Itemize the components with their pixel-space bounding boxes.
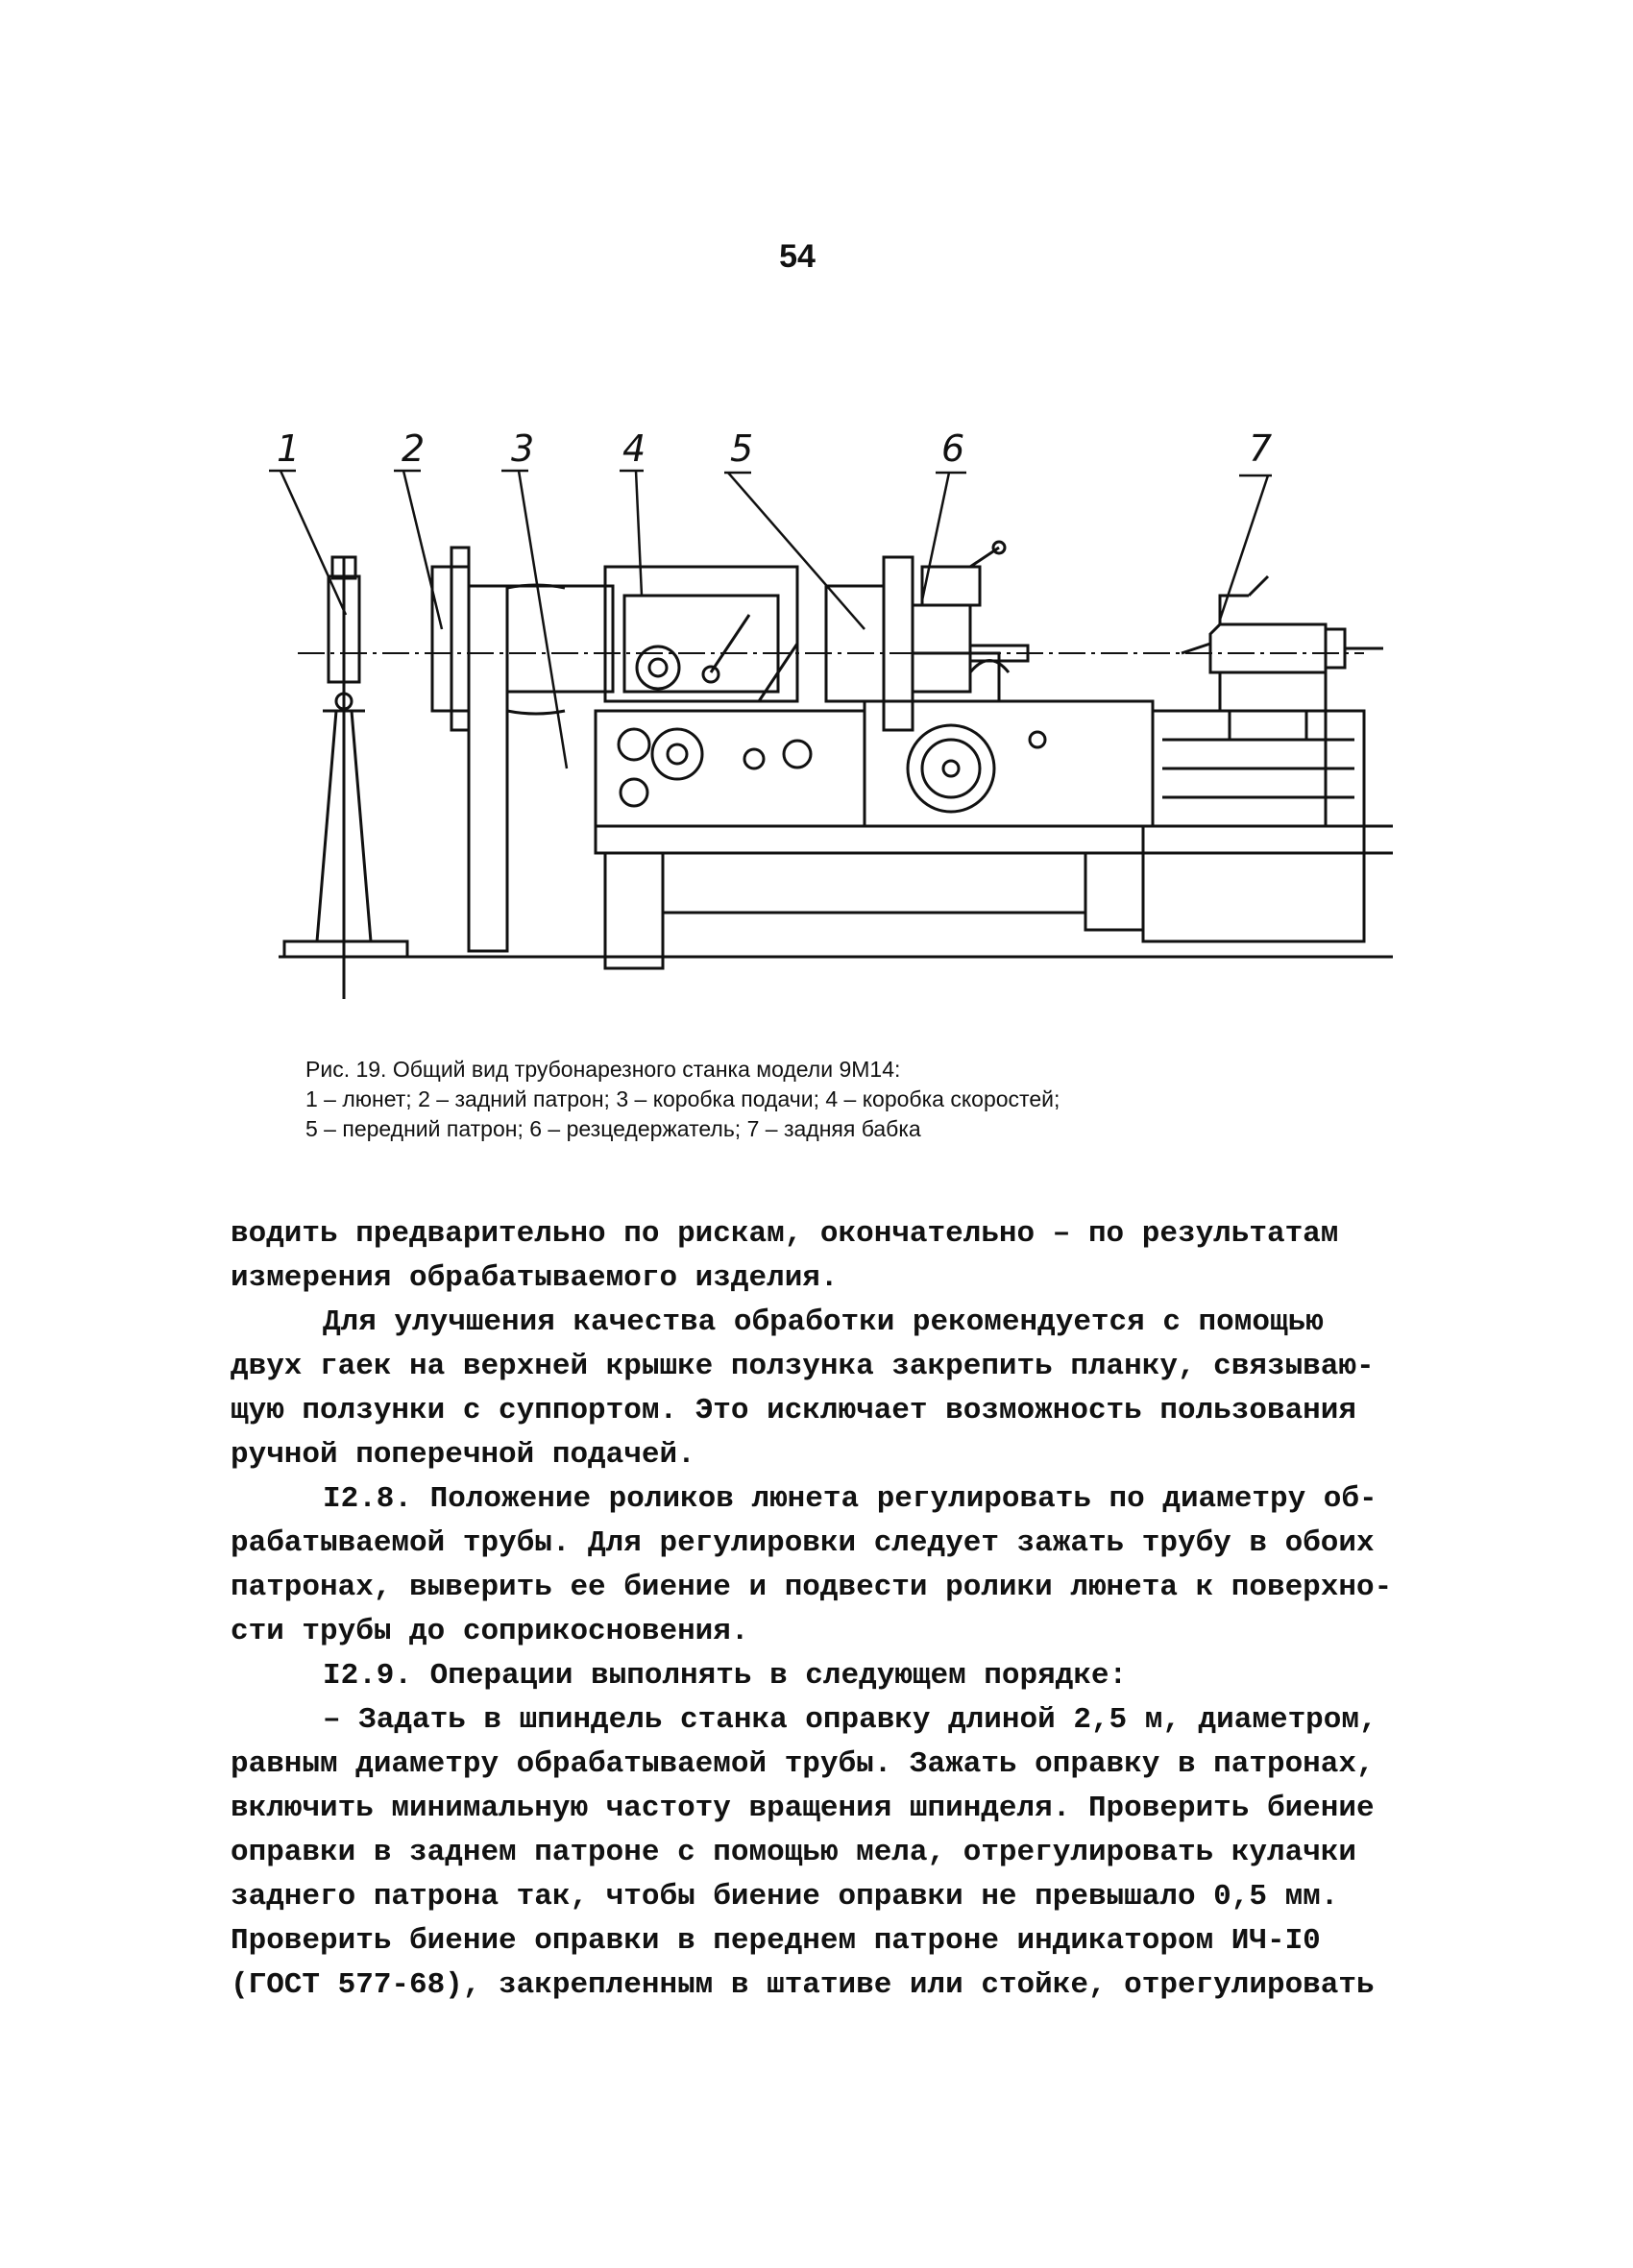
figure-caption [305, 1055, 1362, 1144]
lathe-drawing [259, 423, 1393, 1018]
text-line: патронах, выверить ее биение и подвести ролики люнета к поверхно- [231, 1571, 1393, 1604]
text-line: сти трубы до соприкосновения. [231, 1615, 749, 1648]
text-line: I2.8. Положение роликов люнета регулировать по диаметру об- [323, 1482, 1377, 1516]
callout-4: 4 [622, 427, 646, 470]
caption-line-3: 5 – передний патрон; 6 – резцедержатель; 7 – задняя бабка [305, 1116, 921, 1141]
text-line: – Задать в шпиндель станка оправку длиной 2,5 м, диаметром, [323, 1703, 1377, 1737]
body-text [231, 1212, 1422, 2008]
text-line: оправки в заднем патроне с помощью мела, отрегулировать кулачки [231, 1836, 1356, 1869]
caption-line-2: 1 – люнет; 2 – задний патрон; 3 – коробка подачи; 4 – коробка скоростей; [305, 1086, 1060, 1111]
text-line: Проверить биение оправки в переднем патроне индикатором ИЧ-I0 [231, 1924, 1321, 1958]
text-line: (ГОСТ 577-68), закрепленным в штативе или стойке, отрегулировать [231, 1968, 1375, 2002]
callout-2: 2 [402, 427, 426, 470]
caption-line-1: Рис. 19. Общий вид трубонарезного станка модели 9М14: [305, 1057, 901, 1082]
text-line: измерения обрабатываемого изделия. [231, 1261, 839, 1295]
page-number: 54 [779, 238, 816, 275]
text-line: заднего патрона так, чтобы биение оправки не превышало 0,5 мм. [231, 1880, 1339, 1914]
text-line: щую ползунки с суппортом. Это исключает возможность пользования [231, 1394, 1356, 1427]
text-line: равным диаметру обрабатываемой трубы. Зажать оправку в патронах, [231, 1747, 1375, 1781]
text-line: ручной поперечной подачей. [231, 1438, 695, 1472]
callout-3: 3 [511, 427, 535, 470]
text-line: водить предварительно по рискам, окончательно – по результатам [231, 1217, 1339, 1251]
lathe-illustration [259, 423, 1393, 1018]
text-line: рабатываемой трубы. Для регулировки следует зажать трубу в обоих [231, 1526, 1375, 1560]
callout-5: 5 [730, 427, 754, 470]
callout-1: 1 [277, 427, 301, 470]
callout-7: 7 [1249, 427, 1273, 470]
text-line: I2.9. Операции выполнять в следующем порядке: [323, 1659, 1128, 1693]
callout-6: 6 [941, 427, 965, 470]
text-line: Для улучшения качества обработки рекомендуется с помощью [323, 1305, 1324, 1339]
text-line: включить минимальную частоту вращения шпинделя. Проверить биение [231, 1792, 1375, 1825]
text-line: двух гаек на верхней крышке ползунка закрепить планку, связываю- [231, 1350, 1375, 1383]
